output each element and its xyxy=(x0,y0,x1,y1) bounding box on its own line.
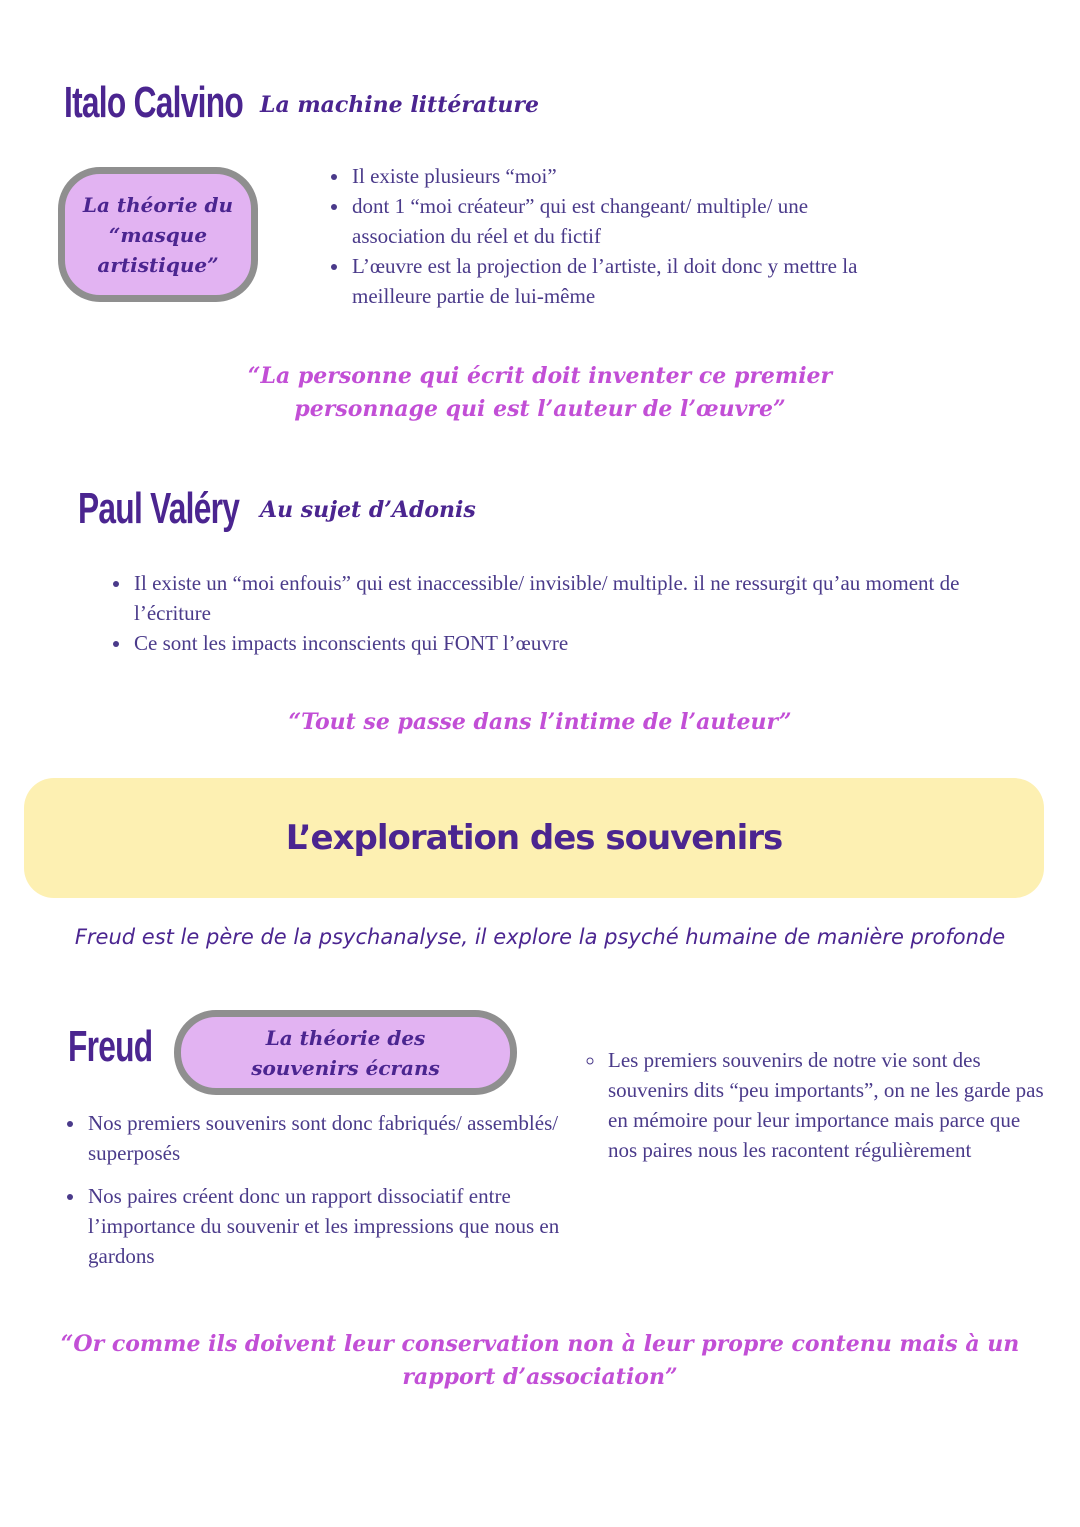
quote-line: rapport d’association” xyxy=(402,1364,678,1390)
list-item: ◦ Les premiers souvenirs de notre vie sont des souvenirs dits “peu importants”, on ne les garde pas en mémoire pour leur importance mais parce que nos paires nous les racontent régulièrement xyxy=(606,1045,1046,1165)
theory-line: La théorie du xyxy=(82,192,234,217)
freud-theory-box xyxy=(174,1010,517,1095)
quote-line: “La personne qui écrit doit inventer ce premier xyxy=(247,363,833,389)
freud-name: Freud xyxy=(68,1022,153,1071)
quote-line: “Or comme ils doivent leur conservation non à leur propre contenu mais à un xyxy=(60,1331,1020,1357)
calvino-bullets xyxy=(328,161,890,311)
list-item: • Il existe un “moi enfouis” qui est inaccessible/ invisible/ multiple. il ne ressurgit qu’au moment de l’écriture xyxy=(132,568,962,628)
valery-quote: “Tout se passe dans l’intime de l’auteur” xyxy=(288,709,792,735)
section-banner: L’exploration des souvenirs xyxy=(24,778,1044,898)
freud-left-bullets xyxy=(64,1108,576,1271)
freud-right-bullets xyxy=(584,1045,1046,1165)
list-item: • Ce sont les impacts inconscients qui FONT l’œuvre xyxy=(132,628,962,658)
theory-line: La théorie des xyxy=(265,1025,426,1050)
calvino-quote xyxy=(0,360,1080,426)
valery-name: Paul Valéry xyxy=(78,484,240,533)
list-item: • Il existe plusieurs “moi” xyxy=(350,161,890,191)
section-intro: Freud est le père de la psychanalyse, il explore la psyché humaine de manière profonde xyxy=(74,925,1006,949)
calvino-theory-box xyxy=(58,167,258,302)
freud-quote xyxy=(0,1328,1080,1394)
theory-line: artistique” xyxy=(97,252,219,277)
calvino-subtitle: La machine littérature xyxy=(260,92,539,118)
calvino-name: Italo Calvino xyxy=(64,78,243,127)
theory-line: “masque xyxy=(108,222,208,247)
list-item: • Nos premiers souvenirs sont donc fabriqués/ assemblés/ superposés xyxy=(86,1108,576,1168)
list-item: • L’œuvre est la projection de l’artiste, il doit donc y mettre la meilleure partie de lui-même xyxy=(350,251,890,311)
quote-line: personnage qui est l’auteur de l’œuvre” xyxy=(294,396,786,422)
valery-bullets xyxy=(110,568,962,658)
theory-line: souvenirs écrans xyxy=(251,1055,440,1080)
list-item: • Nos paires créent donc un rapport dissociatif entre l’importance du souvenir et les impressions que nous en gardons xyxy=(86,1181,576,1271)
valery-subtitle: Au sujet d’Adonis xyxy=(260,497,476,523)
list-item: • dont 1 “moi créateur” qui est changeant/ multiple/ une association du réel et du fictif xyxy=(350,191,890,251)
